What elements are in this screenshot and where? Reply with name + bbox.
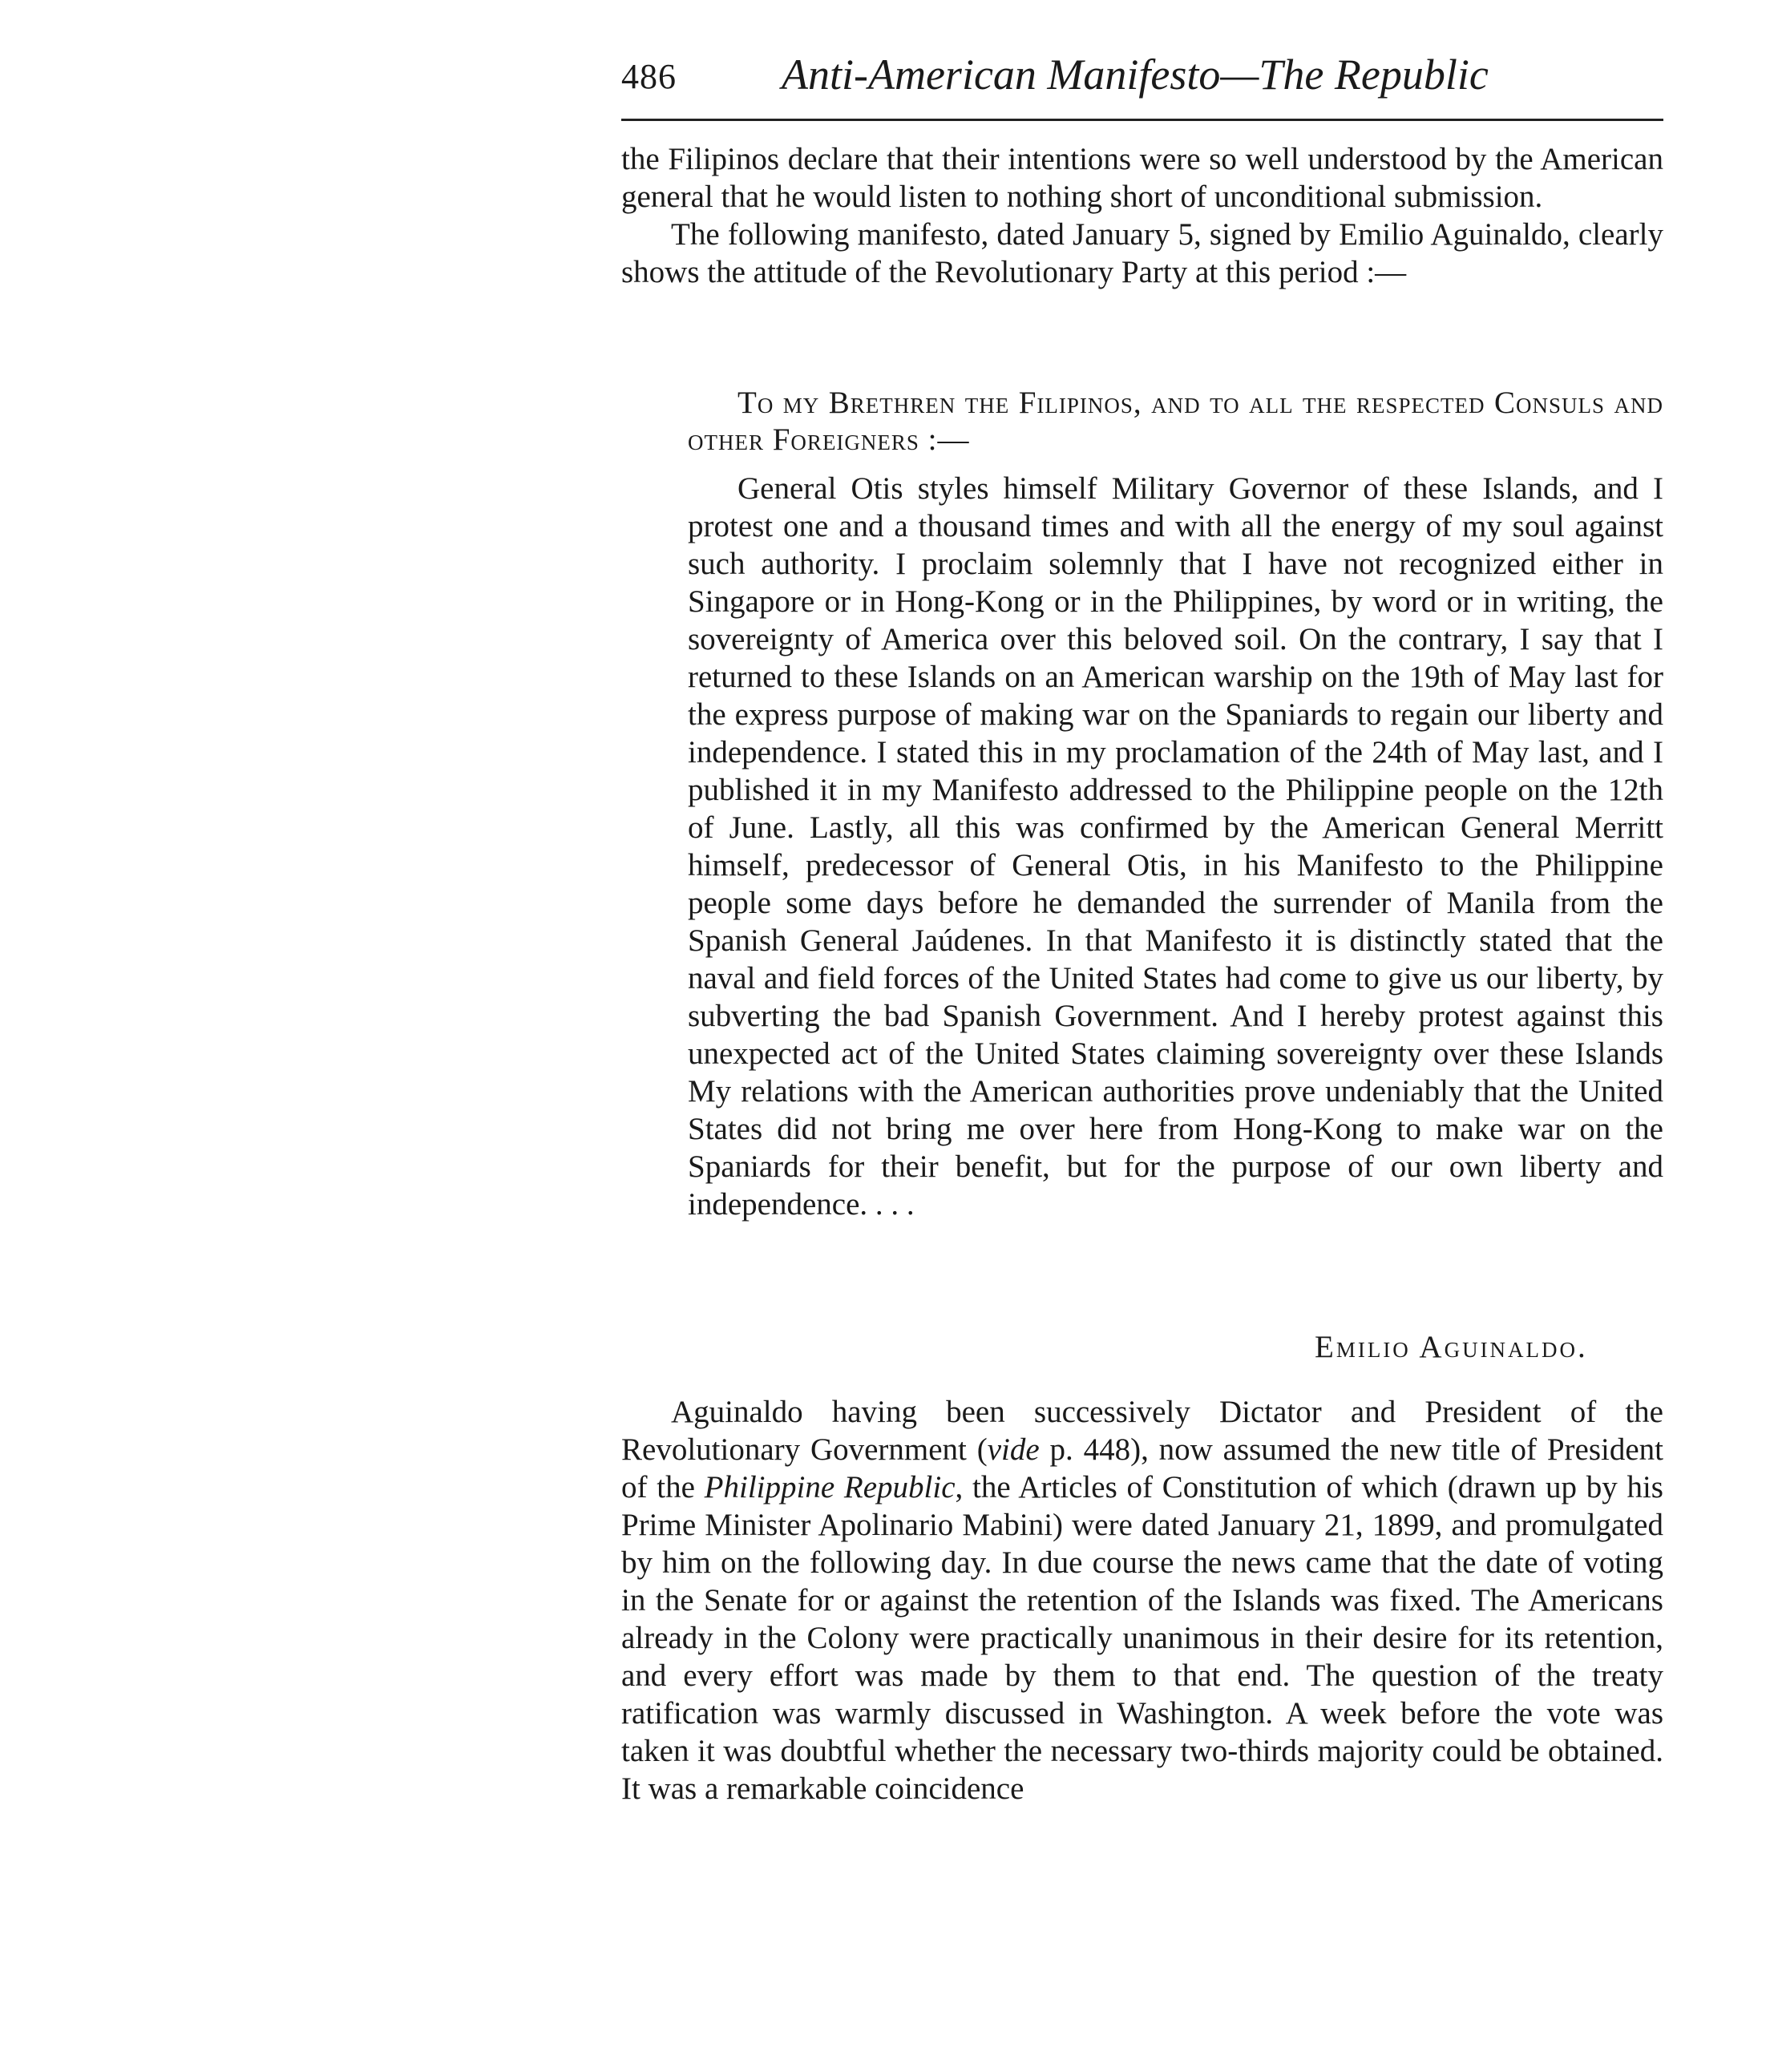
- opening-paragraph: the Filipinos declare that their intentions were so well understood by the American general that he would listen to nothing short of unconditional submission.: [621, 142, 1663, 214]
- vide-reference: vide: [987, 1432, 1040, 1467]
- closing-paragraph-block: [621, 1393, 1663, 1807]
- manifesto-signature: Emilio Aguinaldo.: [1315, 1330, 1588, 1364]
- manifesto-salutation: To my Brethren the Filipinos, and to all the respected Consuls and other Foreigners :—: [688, 386, 1663, 457]
- running-title: Anti-American Manifesto—The Republic: [782, 50, 1489, 99]
- opening-paragraph-block: [621, 140, 1663, 291]
- intro-paragraph: The following manifesto, dated January 5, signed by Emilio Aguinaldo, clearly shows the attitude of the Revolutionary Party at this period :—: [621, 217, 1663, 289]
- header-rule: [621, 119, 1663, 121]
- closing-text-part1: Aguinaldo having been successively Dictator and President of the Revolutionary Government (: [621, 1395, 1663, 1467]
- philippine-republic-term: Philippine Republic: [704, 1470, 956, 1505]
- page-number: 486: [621, 57, 677, 96]
- closing-text-part2: p. 448), now assumed the new title of President of the: [621, 1432, 1663, 1505]
- page-header: [621, 50, 1663, 114]
- closing-paragraph: [621, 1393, 1663, 1807]
- closing-text-part3: , the Articles of Constitution of which (drawn up by his Prime Minister Apolinario Mabini) were dated January 21, 1899, and promulgated by him on the following day. In due course the news came that the date of voting in the Senate for or against the retention of the Islands was fixed. The Americans already in the Colony were practically unanimous in their desire for its retention, and every effort was made by them to that end. The question of the treaty ratification was warmly discussed in Washington. A week before the vote was taken it was doubtful whether the necessary two-thirds majority could be obtained. It was a remarkable coincidence: [621, 1470, 1663, 1806]
- manifesto-quote: [688, 385, 1663, 1223]
- manifesto-body: General Otis styles himself Military Governor of these Islands, and I protest one and a thousand times and with all the energy of my soul against such authority. I proclaim solemnly that I have not recognized either in Singapore or in Hong-Kong or in the Philippines, by word or in writing, the sovereignty of America over this beloved soil. On the contrary, I say that I returned to these Islands on an American warship on the 19th of May last for the express purpose of making war on the Spaniards to regain our liberty and independence. I stated this in my proclamation of the 24th of May last, and I published it in my Manifesto addressed to the Philippine people on the 12th of June. Lastly, all this was confirmed by the American General Merritt himself, predecessor of General Otis, in his Manifesto to the Philippine people some days before he demanded the surrender of Manila from the Spanish General Jaúdenes. In that Manifesto it is distinctly stated that the naval and field forces of the United States had come to give us our liberty, by subverting the bad Spanish Government. And I hereby protest against this unexpected act of the United States claiming sovereignty over these Islands My relations with the American authorities prove undeniably that the United States did not bring me over here from Hong-Kong to make war on the Spaniards for their benefit, but for the purpose of our own liberty and independence. . . .: [688, 471, 1663, 1222]
